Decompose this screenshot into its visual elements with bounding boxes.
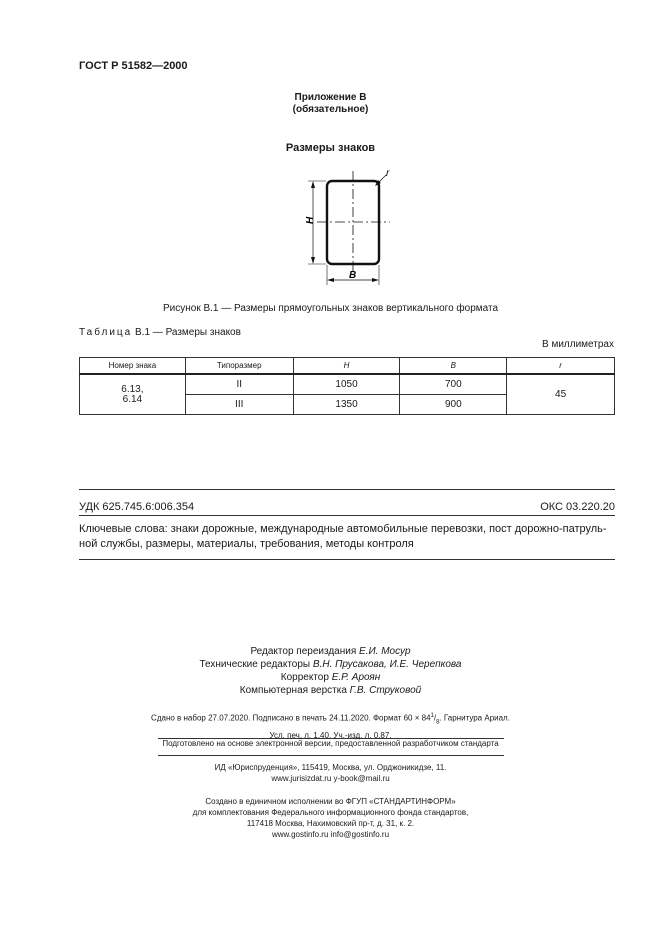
publisher-block (0, 762, 661, 784)
publisher-contacts: www.jurisizdat.ru y-book@mail.ru (271, 774, 390, 783)
annex-subtitle: (обязательное) (292, 104, 369, 115)
oks-code: ОКС 03.220.20 (540, 501, 615, 513)
h-arrow-bottom (311, 257, 315, 264)
header-h: H (293, 358, 400, 375)
publisher-address: ИД «Юриспруденция», 115419, Москва, ул. Орджоникидзе, 11. (214, 763, 447, 772)
divider-top (79, 489, 615, 490)
cell-b: 700 (400, 374, 507, 395)
cell-b: 900 (400, 395, 507, 415)
header-size-type: Типоразмер (185, 358, 293, 375)
sign-sizes-table (79, 357, 615, 415)
tech-editors-label: Технические редакторы (199, 659, 313, 670)
imprint-line-1a: Сдано в набор 27.07.2020. Подписано в печать 24.11.2020. Формат 60 × 84 (151, 713, 431, 723)
figure-caption: Рисунок В.1 — Размеры прямоугольных знаков вертикального формата (162, 303, 499, 314)
b-arrow-right (372, 278, 379, 282)
header-sign-number: Номер знака (80, 358, 186, 375)
header-b: B (400, 358, 507, 375)
header-r: r (507, 358, 615, 375)
keywords: Ключевые слова: знаки дорожные, международные автомобильные перевозки, пост дорожно-патруль-ной службы, размеры, материалы, требования, методы контроля (79, 523, 607, 550)
section-title: Размеры знаков (285, 142, 376, 154)
table-unit: В миллиметрах (542, 339, 614, 350)
h-arrow-top (311, 181, 315, 188)
divider-imprint-bottom (158, 755, 504, 756)
document-code: ГОСТ Р 51582—2000 (79, 60, 188, 72)
layout-name: Г.В. Струковой (349, 685, 422, 696)
sign-dimensions-figure (300, 164, 400, 289)
sign-number-line-1: 6.13, (121, 383, 144, 395)
producer-line-3: 117418 Москва, Нахимовский пр-т, д. 31, к. 2. (246, 819, 415, 828)
imprint-line-1b: . Гарнитура Ариал. (439, 713, 510, 723)
cell-sign-number (80, 374, 186, 415)
b-arrow-left (327, 278, 334, 282)
format-fraction-denominator: 8 (436, 719, 440, 726)
annex-heading (0, 92, 661, 116)
imprint-line-2: Усл. печ. л. 1,40. Уч.-изд. л. 0,87. (269, 731, 392, 741)
table-caption-prefix: Таблица (79, 327, 133, 338)
udk-code: УДК 625.745.6:006.354 (79, 501, 195, 513)
producer-line-1: Создано в единичном исполнении во ФГУП «СТАНДАРТИНФОРМ» (205, 797, 456, 806)
tech-editors-line (0, 658, 661, 671)
divider-middle (79, 515, 615, 516)
table-header-row (80, 358, 615, 375)
cell-h: 1350 (293, 395, 400, 415)
editor-name: Е.И. Мосур (359, 646, 411, 657)
cell-size: II (185, 374, 293, 395)
h-dimension-label: H (305, 216, 316, 224)
tech-editors-names: В.Н. Прусакова, И.Е. Черепкова (312, 659, 462, 670)
prepared-note: Подготовлено на основе электронной версии, предоставленной разработчиком стандарта (162, 739, 499, 748)
b-dimension-label: B (349, 270, 357, 281)
corrector-name: Е.Р. Ароян (331, 672, 381, 683)
editors-block (0, 645, 661, 697)
editor-label: Редактор переиздания (250, 646, 360, 657)
cell-r: 45 (507, 374, 615, 415)
cell-h: 1050 (293, 374, 400, 395)
corrector-line (0, 671, 661, 684)
r-dimension-label: r (386, 168, 390, 179)
imprint-line-1: Сдано в набор 27.07.2020. Подписано в печать 24.11.2020. Формат $60 \times 84^1/_8$. Гарнитура Ариал. (151, 713, 510, 726)
table-row (80, 374, 615, 395)
producer-block (0, 796, 661, 840)
sign-number-line-2: 6.14 (122, 393, 143, 405)
layout-label: Компьютерная верстка (239, 685, 350, 696)
corrector-label: Корректор (280, 672, 332, 683)
producer-line-4: www.gostinfo.ru info@gostinfo.ru (271, 830, 390, 839)
format-fraction-numerator: 1 (430, 713, 434, 719)
layout-line (0, 684, 661, 697)
divider-bottom (79, 559, 615, 560)
annex-title: Приложение В (294, 92, 367, 103)
producer-line-2: для комплектования Федерального информационного фонда стандартов, (192, 808, 469, 817)
editor-line (0, 645, 661, 658)
table-caption (79, 327, 241, 338)
cell-size: III (185, 395, 293, 415)
table-caption-rest: В.1 — Размеры знаков (132, 327, 241, 338)
